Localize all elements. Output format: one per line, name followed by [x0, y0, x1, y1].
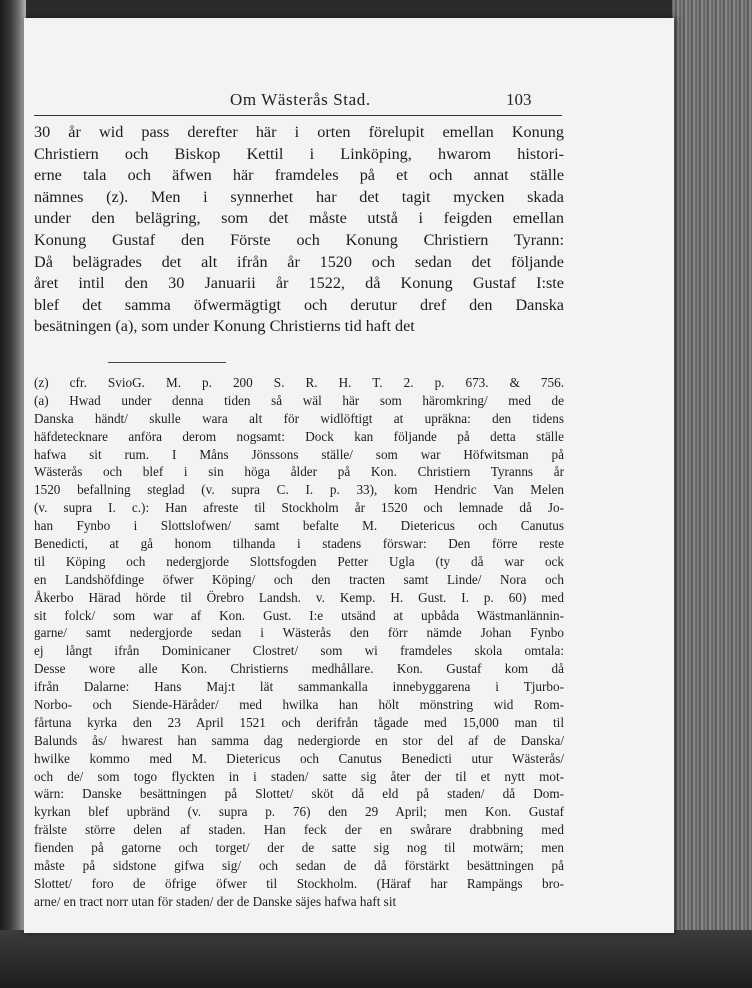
footnotes	[34, 374, 564, 911]
body-line: nämnes (z). Men i synnerhet har det tagit mycken skada	[34, 187, 564, 206]
footnote-line: Benedicti, at gå honom tilhanda i stadens förswar: Den förre reste	[34, 536, 564, 552]
footnote-line: (z) cfr. SvioG. M. p. 200 S. R. H. T. 2. p. 673. & 756.	[34, 375, 564, 390]
footnote-line: garne/ samt nedergjorde sedan i Wästerås den förr nämde Johan Fynbo	[34, 625, 564, 641]
main-text	[34, 122, 564, 338]
book-bottom-edge	[0, 930, 752, 988]
footnote-rule	[108, 362, 226, 363]
body-line: Christiern och Biskop Kettil i Linköping, hwarom histori-	[34, 144, 564, 163]
running-head	[24, 88, 674, 114]
footnote-line: (v. supra I. c.): Han afreste til Stockholm år 1520 och lemnade då Jo-	[34, 500, 564, 516]
body-line: Då belägrades det alt ifrån år 1520 och sedan det följande	[34, 252, 564, 271]
body-line: 30 år wid pass derefter här i orten förelupit emellan Konung	[34, 123, 564, 141]
footnote-line: arne/ en tract norr utan för staden/ der de Danske säjes hafwa haft sit	[34, 893, 397, 909]
footnote-line: Desse wore alle Kon. Christierns medhållare. Kon. Gustaf kom då	[34, 661, 564, 677]
running-head-title: Om Wästerås Stad.	[230, 90, 371, 109]
body-line: under den belägring, som det måste utstå i feigden emellan	[34, 209, 564, 228]
page-edges	[672, 0, 752, 988]
footnote-line: frälste större delen af staden. Han feck der en swårare drabbning med	[34, 822, 564, 838]
book-page	[24, 18, 674, 933]
body-line: erne tala och äfwen här framdeles på et och annat ställe	[34, 166, 564, 185]
footnote-line: Åkerbo Härad hörde til Örebro Landsh. v. Kemp. H. Gust. I. p. 60) med	[34, 589, 564, 605]
footnote-line: Danska händt/ skulle wara alt för widlöftigt at upräkna: den tidens	[34, 410, 564, 426]
footnote-line: häfdetecknare anföra derom nogsamt: Dock kan följande på detta ställe	[34, 428, 564, 444]
footnote-line: 1520 befallning steglad (v. supra C. I. p. 33), kom Hendric Van Melen	[34, 482, 564, 498]
page-number: 103	[506, 90, 532, 109]
footnote-line: hwilke kommo med M. Dietericus och Canutus Benedicti utur Wästerås/	[34, 750, 564, 766]
footnote-line: til Köping och nedergjorde Slottsfogden Petter Ugla (ty då war ock	[34, 553, 564, 569]
footnote-line: han Fynbo i Slottslofwen/ samt befalte M. Dietericus och Canutus	[34, 518, 564, 534]
footnote-line: och de/ som togo flyckten in i staden/ satte sig åter der til et nytt mot-	[34, 768, 564, 784]
body-line: besätningen (a), som under Konung Christierns tid haft det	[34, 317, 415, 336]
body-line: Konung Gustaf den Förste och Konung Christiern Tyrann:	[34, 230, 564, 249]
footnote-line: Norbo- och Siende-Häråder/ med hwilka han hölt mönstring wid Rom-	[34, 697, 564, 713]
book-spine-shadow	[0, 0, 26, 988]
footnote-line: (a) Hwad under denna tiden så wäl här som häromkring/ med de	[34, 392, 564, 408]
body-line: blef det samma öfwermägtigt och derutur dref den Danska	[34, 295, 564, 314]
footnote-line: wärn: Danske besättningen på Slottet/ sköt då eld på staden/ då Dom-	[34, 786, 564, 802]
footnote-line: Balunds ås/ hwarest han samma dag nedergiorde en stor del af de Danska/	[34, 732, 564, 748]
footnote-line: kyrkan blef upbränd (v. supra p. 76) den 29 April; men Kon. Gustaf	[34, 804, 564, 820]
footnote-line: ifrån Dalarne: Hans Maj:t lät sammankalla innebyggarena i Tjurbo-	[34, 679, 564, 695]
footnote-line: hafwa sit rum. I Måns Jönssons ställe/ som war Höfwitsman på	[34, 446, 564, 462]
footnote-line: fienden på gatorne och torget/ der de satte sig nog til motwärn; men	[34, 840, 564, 856]
footnote-line: en Landshöfdinge öfwer Köping/ och den tracten samt Linde/ Nora och	[34, 571, 564, 587]
footnote-line: Slottet/ foro de öfrige öfwer til Stockholm. (Häraf har Rampängs bro-	[34, 875, 564, 891]
footnote-line: Wästerås och blef i sin höga ålder på Kon. Christiern Tyranns år	[34, 464, 564, 480]
footnote-line: måste på sidstone gifwa sig/ och sedan de då förstärkt besättningen på	[34, 858, 564, 874]
body-line: året intil den 30 Januarii år 1522, då Konung Gustaf I:ste	[34, 274, 564, 293]
footnote-line: ej långt ifrån Dominicaner Clostret/ som wi framdeles skola omtala:	[34, 643, 564, 659]
header-rule	[34, 115, 562, 116]
footnote-line: sit folck/ som war af Kon. Gust. I:e utsänd at upbåda Wästmanlännin-	[34, 607, 564, 623]
footnote-line: fårtuna kyrka den 23 April 1521 och derifrån tågade med 15,000 man til	[34, 714, 564, 730]
